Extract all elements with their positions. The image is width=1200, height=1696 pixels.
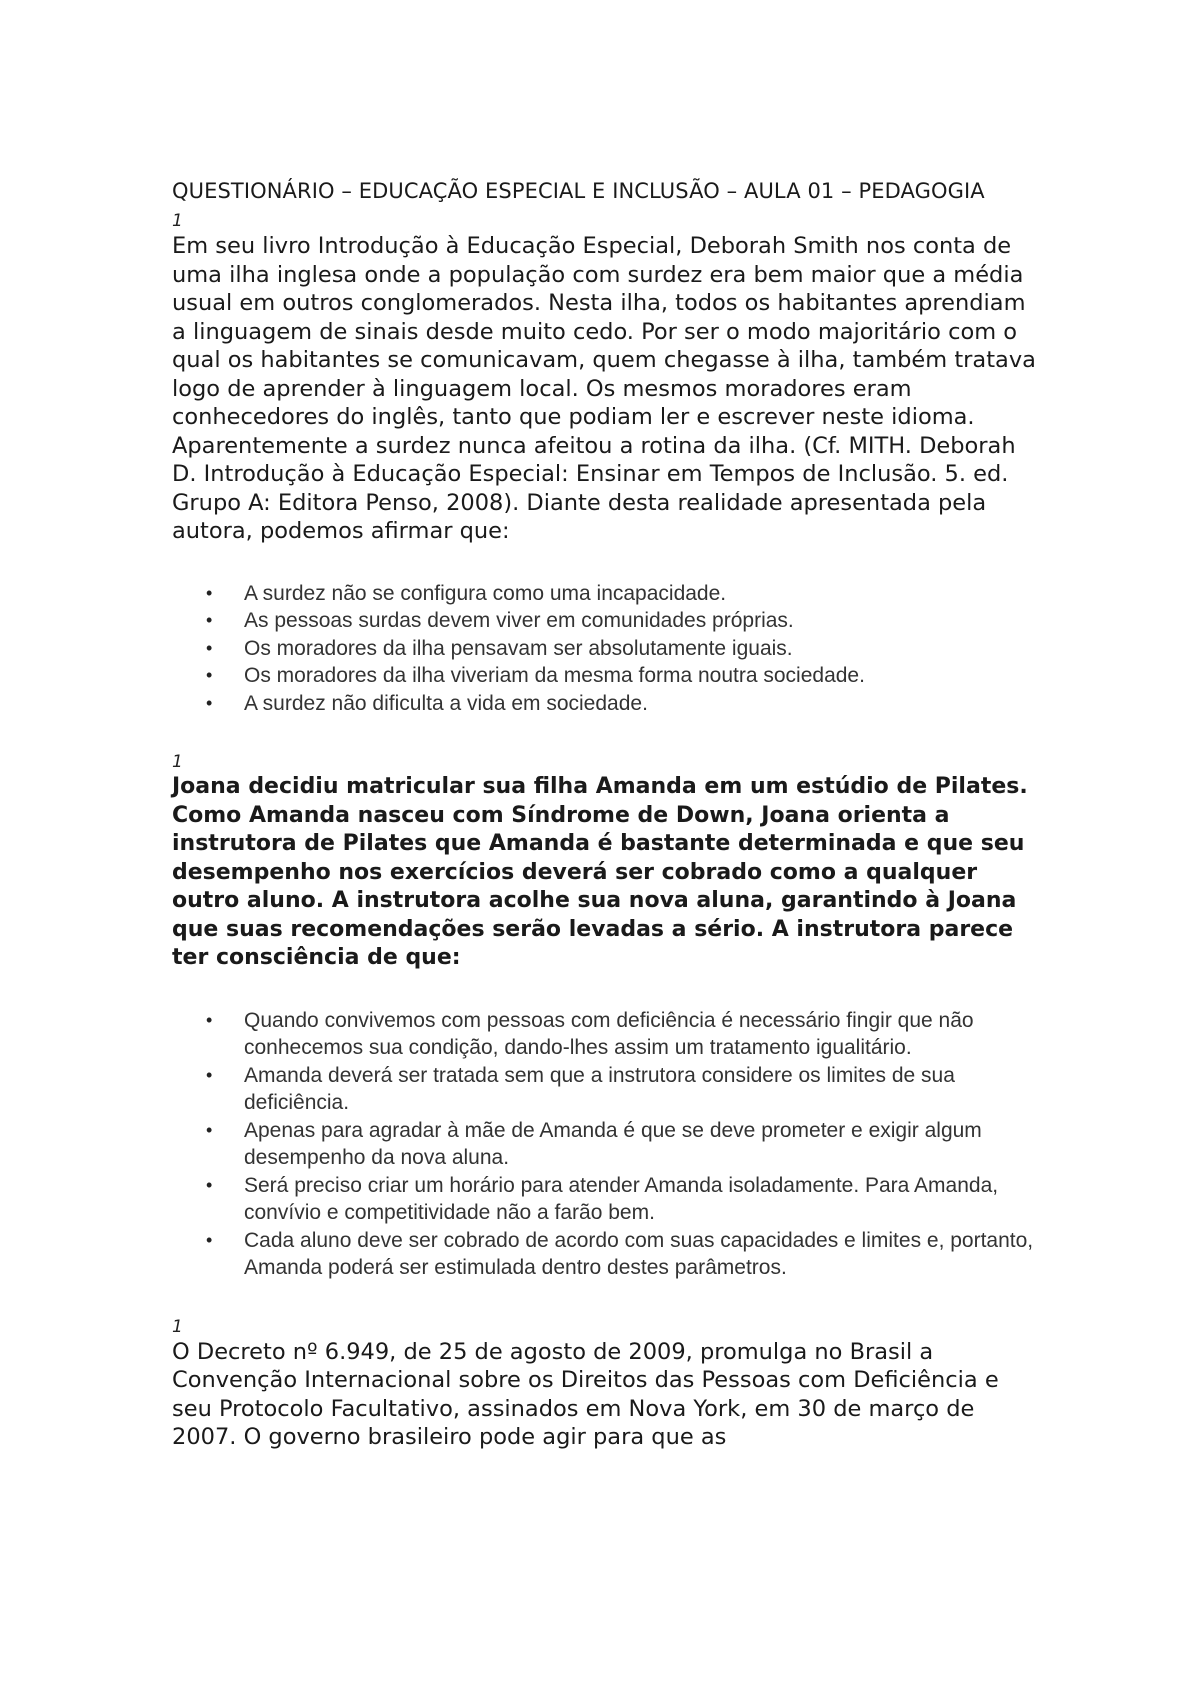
question-text: O Decreto nº 6.949, de 25 de agosto de 2009, promulga no Brasil a Convenção Internacional sobre os Direitos das Pessoas com Deficiência e seu Protocolo Facultativo, assinados em Nova York, em 30 de março de 2007. O governo brasileiro pode agir para que as — [172, 1338, 999, 1450]
answer-option-text: A surdez não dificulta a vida em sociedade. — [244, 691, 648, 715]
document-content — [172, 176, 1042, 1452]
answer-options-list — [172, 580, 1042, 718]
question-number: 1 — [172, 752, 183, 772]
answer-option-text: As pessoas surdas devem viver em comunidades próprias. — [244, 609, 794, 632]
answer-options-list — [172, 1007, 1042, 1282]
answer-option[interactable] — [172, 1062, 1042, 1117]
answer-option-text: Apenas para agradar à mãe de Amanda é que se deve prometer e exigir algum desempenho da nova aluna. — [244, 1118, 982, 1169]
question-1 — [172, 210, 1042, 717]
answer-option-text: Os moradores da ilha viveriam da mesma forma noutra sociedade. — [244, 664, 865, 687]
bullet-icon: • — [206, 1064, 213, 1085]
bullet-icon: • — [206, 1119, 213, 1140]
bullet-icon: • — [206, 665, 213, 685]
answer-option[interactable] — [172, 690, 1042, 718]
answer-option[interactable] — [172, 662, 1042, 690]
bullet-icon: • — [206, 610, 213, 630]
answer-option-text: Amanda deverá ser tratada sem que a instrutora considere os limites de sua deficiência. — [244, 1063, 955, 1114]
document-title: QUESTIONÁRIO – EDUCAÇÃO ESPECIAL E INCLUSÃO – AULA 01 – PEDAGOGIA — [172, 179, 985, 203]
question-text: Em seu livro Introdução à Educação Especial, Deborah Smith nos conta de uma ilha inglesa onde a população com surdez era bem maior que a média usual em outros conglomerados. Nesta ilha, todos os habitantes aprendiam a linguagem de sinais desde muito cedo. Por ser o modo majoritário com o qual os habitantes se comunicavam, quem chegasse à ilha, também tratava logo de aprender à linguagem local. Os mesmos moradores eram conhecedores do inglês, tanto que podiam ler e escrever neste idioma. Aparentemente a surdez nunca afeitou a rotina da ilha. (Cf. MITH. Deborah D. Introdução à Educação Especial: Ensinar em Tempos de Inclusão. 5. ed. Grupo A: Editora Penso, 2008). Diante desta realidade apresentada pela autora, podemos afirmar que: — [172, 233, 1036, 544]
question-number: 1 — [172, 1316, 183, 1337]
answer-option[interactable] — [172, 1117, 1042, 1172]
answer-option-text: Cada aluno deve ser cobrado de acordo com suas capacidades e limites e, portanto, Amanda poderá ser estimulada dentro destes parâmetros. — [244, 1228, 1034, 1279]
answer-option[interactable] — [172, 1227, 1042, 1282]
answer-option-text: Os moradores da ilha pensavam ser absolutamente iguais. — [244, 636, 793, 660]
bullet-icon: • — [206, 1229, 213, 1250]
question-3 — [172, 1316, 1042, 1452]
answer-option-text: Quando convivemos com pessoas com deficiência é necessário fingir que não conhecemos sua condição, dando-lhes assim um tratamento igualitário. — [244, 1008, 974, 1059]
answer-option-text: Será preciso criar um horário para atender Amanda isoladamente. Para Amanda, convívio e competitividade não a farão bem. — [244, 1173, 999, 1224]
bullet-icon: • — [206, 692, 213, 713]
question-2 — [172, 751, 1042, 1282]
answer-option[interactable] — [172, 607, 1042, 635]
bullet-icon: • — [206, 1174, 213, 1195]
answer-option[interactable] — [172, 1007, 1042, 1062]
question-number: 1 — [172, 211, 183, 231]
answer-option[interactable] — [172, 1172, 1042, 1227]
bullet-icon: • — [206, 1009, 213, 1030]
answer-option[interactable] — [172, 580, 1042, 608]
answer-option[interactable] — [172, 635, 1042, 663]
question-text: Joana decidiu matricular sua filha Amanda em um estúdio de Pilates. Como Amanda nasceu com Síndrome de Down, Joana orienta a instrutora de Pilates que Amanda é bastante determinada e que seu desempenho nos exercícios deverá ser cobrado como a qualquer outro aluno. A instrutora acolhe sua nova aluna, garantindo à Joana que suas recomendações serão levadas a sério. A instrutora parece ter consciência de que: — [172, 774, 1028, 970]
answer-option-text: A surdez não se configura como uma incapacidade. — [244, 581, 727, 605]
bullet-icon: • — [206, 582, 213, 603]
bullet-icon: • — [206, 637, 213, 658]
